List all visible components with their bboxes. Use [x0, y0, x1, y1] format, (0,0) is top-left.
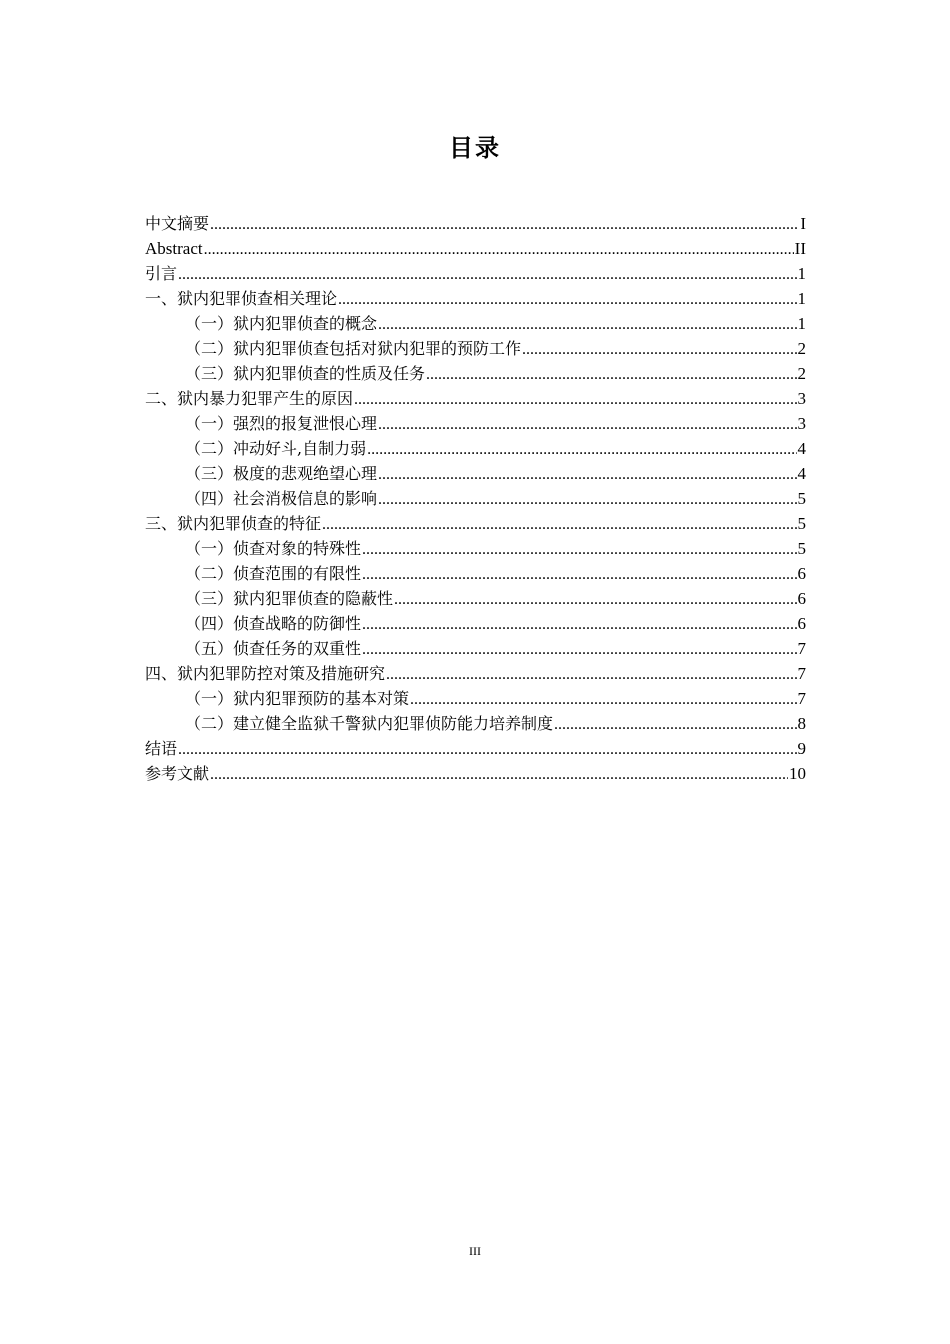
- toc-entry-page: 7: [797, 639, 806, 658]
- toc-entry[interactable]: [145, 386, 806, 411]
- toc-dot-leader: [367, 437, 796, 462]
- toc-entry-label: （三）极度的悲观绝望心理: [185, 464, 378, 483]
- toc-entry-page: 9: [797, 739, 806, 758]
- toc-dot-leader: [378, 487, 796, 512]
- toc-entry-page: 7: [797, 664, 806, 683]
- toc-dot-leader: [210, 762, 788, 787]
- toc-subentry[interactable]: [145, 411, 806, 436]
- toc-entry-label: 一、狱内犯罪侦查相关理论: [145, 289, 338, 308]
- toc-subentry[interactable]: [145, 636, 806, 661]
- toc-entry-page: 2: [797, 364, 806, 383]
- toc-subentry[interactable]: [145, 586, 806, 611]
- toc-entry-page: 6: [797, 589, 806, 608]
- toc-dot-leader: [362, 537, 796, 562]
- toc-dot-leader: [362, 612, 796, 637]
- toc-dot-leader: [378, 412, 796, 437]
- toc-subentry[interactable]: [145, 611, 806, 636]
- toc-entry-page: 3: [797, 414, 806, 433]
- toc-subentry[interactable]: [145, 486, 806, 511]
- toc-dot-leader: [362, 637, 796, 662]
- toc-entry-page: 6: [797, 564, 806, 583]
- toc-entry-label: （一）狱内犯罪侦查的概念: [185, 314, 378, 333]
- toc-entry-page: 7: [797, 689, 806, 708]
- toc-dot-leader: [354, 387, 796, 412]
- toc-entry-label: 四、狱内犯罪防控对策及措施研究: [145, 664, 386, 683]
- toc-entry-page: 3: [797, 389, 806, 408]
- toc-entry-page: 6: [797, 614, 806, 633]
- toc-entry-label: Abstract: [145, 239, 203, 258]
- toc-entry-label: （三）狱内犯罪侦查的隐蔽性: [185, 589, 394, 608]
- toc-subentry[interactable]: [145, 686, 806, 711]
- toc-entry-page: I: [800, 214, 806, 233]
- toc-subentry[interactable]: [145, 436, 806, 461]
- toc-entry-page: 2: [797, 339, 806, 358]
- toc-entry[interactable]: [145, 511, 806, 536]
- toc-entry-label: 二、狱内暴力犯罪产生的原因: [145, 389, 354, 408]
- toc-entry[interactable]: [145, 661, 806, 686]
- toc-entry[interactable]: [145, 286, 806, 311]
- toc-entry-page: 1: [797, 314, 806, 333]
- toc-subentry[interactable]: [145, 361, 806, 386]
- toc-dot-leader: [210, 212, 799, 237]
- toc-entry-label: （五）侦查任务的双重性: [185, 639, 362, 658]
- toc-entry-page: 5: [797, 514, 806, 533]
- toc-dot-leader: [522, 337, 796, 362]
- toc-dot-leader: [338, 287, 796, 312]
- toc-dot-leader: [178, 262, 796, 287]
- toc-entry[interactable]: [145, 736, 806, 761]
- toc-entry-label: 参考文献: [145, 764, 210, 783]
- toc-entry-label: （四）侦查战略的防御性: [185, 614, 362, 633]
- toc-dot-leader: [410, 687, 796, 712]
- toc-entry-page: 4: [797, 464, 806, 483]
- toc-entry-label: （二）建立健全监狱千警狱内犯罪侦防能力培养制度: [185, 714, 554, 733]
- table-of-contents: [145, 211, 806, 786]
- toc-entry-page: 10: [789, 764, 806, 783]
- toc-dot-leader: [322, 512, 796, 537]
- toc-entry-label: 中文摘要: [145, 214, 210, 233]
- toc-subentry[interactable]: [145, 311, 806, 336]
- toc-entry-page: 8: [797, 714, 806, 733]
- toc-entry-label: （四）社会消极信息的影响: [185, 489, 378, 508]
- toc-subentry[interactable]: [145, 536, 806, 561]
- toc-entry[interactable]: [145, 761, 806, 786]
- toc-entry-label: 三、狱内犯罪侦查的特征: [145, 514, 322, 533]
- toc-dot-leader: [378, 312, 796, 337]
- toc-subentry[interactable]: [145, 461, 806, 486]
- toc-entry-label: （二）狱内犯罪侦查包括对狱内犯罪的预防工作: [185, 339, 522, 358]
- toc-entry-label: （一）强烈的报复泄恨心理: [185, 414, 378, 433]
- toc-entry[interactable]: [145, 236, 806, 261]
- toc-dot-leader: [378, 462, 796, 487]
- toc-entry-page: 5: [797, 489, 806, 508]
- toc-dot-leader: [178, 737, 796, 762]
- toc-entry[interactable]: [145, 211, 806, 236]
- toc-dot-leader: [394, 587, 796, 612]
- toc-entry-label: （二）冲动好斗,自制力弱: [185, 439, 367, 458]
- page-title: 目录: [449, 134, 501, 162]
- toc-subentry[interactable]: [145, 336, 806, 361]
- toc-entry-page: 4: [797, 439, 806, 458]
- toc-dot-leader: [386, 662, 796, 687]
- toc-entry-page: II: [794, 239, 806, 258]
- toc-entry-label: （二）侦查范围的有限性: [185, 564, 362, 583]
- toc-subentry[interactable]: [145, 561, 806, 586]
- toc-entry-page: 1: [797, 264, 806, 283]
- toc-subentry[interactable]: [145, 711, 806, 736]
- toc-dot-leader: [204, 237, 794, 262]
- toc-entry-page: 1: [797, 289, 806, 308]
- toc-dot-leader: [426, 362, 796, 387]
- toc-entry-label: （三）狱内犯罪侦查的性质及任务: [185, 364, 426, 383]
- page-number-footer: III: [469, 1244, 481, 1258]
- toc-entry-label: 引言: [145, 264, 178, 283]
- toc-entry[interactable]: [145, 261, 806, 286]
- toc-entry-label: （一）侦查对象的特殊性: [185, 539, 362, 558]
- toc-entry-page: 5: [797, 539, 806, 558]
- toc-dot-leader: [554, 712, 796, 737]
- toc-entry-label: （一）狱内犯罪预防的基本对策: [185, 689, 410, 708]
- toc-dot-leader: [362, 562, 796, 587]
- toc-entry-label: 结语: [145, 739, 178, 758]
